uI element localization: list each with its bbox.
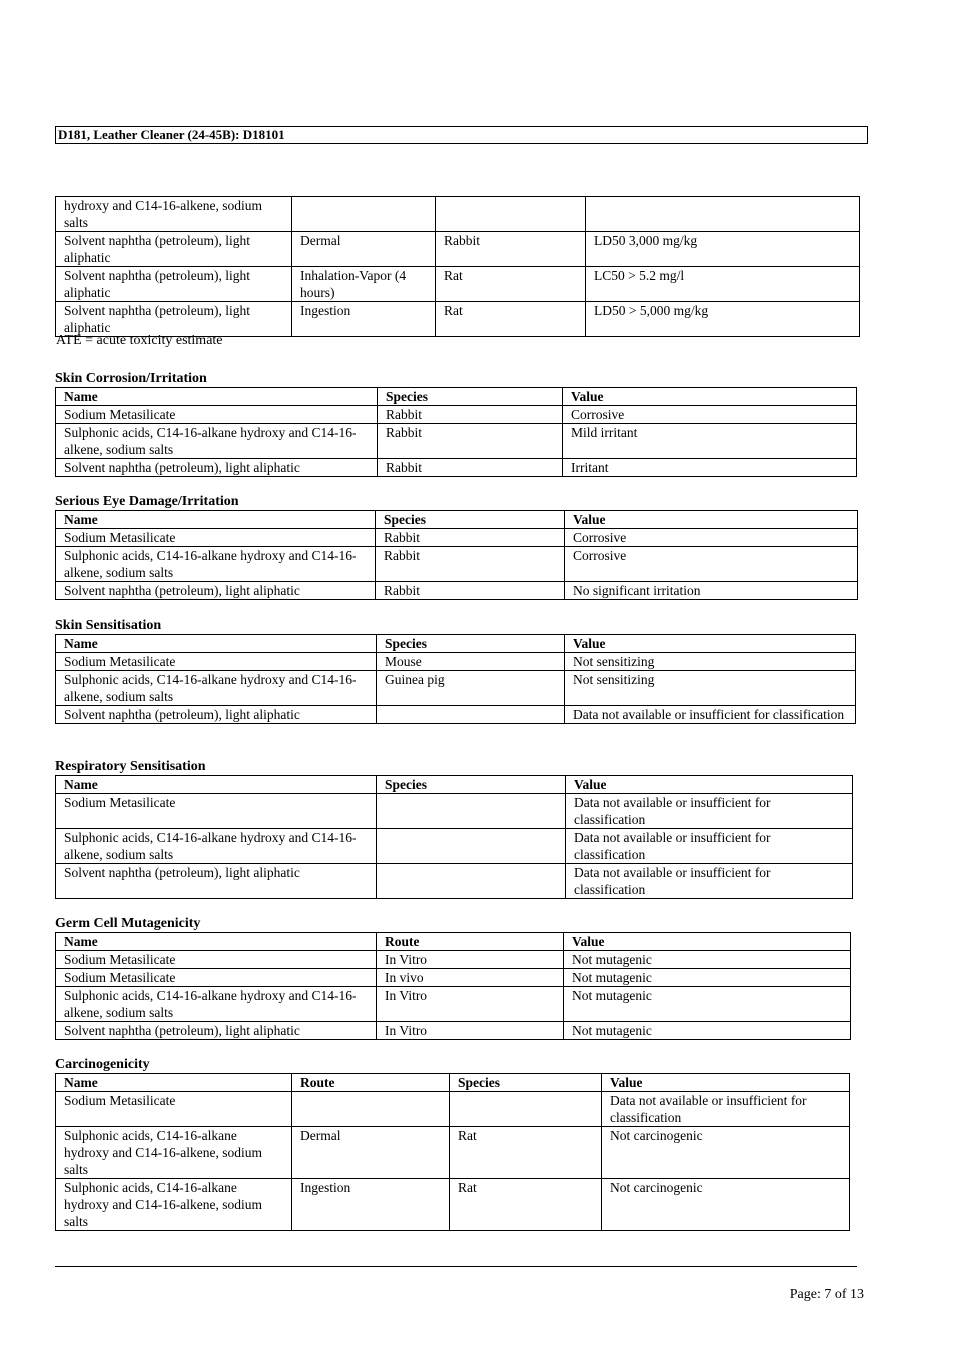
substance-name-cell: Sodium Metasilicate: [56, 1092, 292, 1127]
value-cell: Corrosive: [565, 547, 858, 582]
value-cell: Not carcinogenic: [602, 1127, 850, 1179]
species-cell: Rabbit: [436, 232, 586, 267]
column-header-name: Name: [56, 933, 377, 951]
substance-name-cell: Sodium Metasilicate: [56, 653, 377, 671]
column-header-name: Name: [56, 1074, 292, 1092]
table-header-row: [56, 933, 851, 951]
species-cell: [450, 1092, 602, 1127]
value-cell: Corrosive: [565, 529, 858, 547]
acute-toxicity-section: [55, 196, 860, 337]
section-title: Germ Cell Mutagenicity: [55, 916, 201, 931]
table-row: [56, 969, 851, 987]
species-cell: Rabbit: [376, 529, 565, 547]
column-header-value: Value: [563, 388, 857, 406]
skin-sensitisation-section: [55, 618, 856, 724]
value-cell: Data not available or insufficient for classification: [566, 864, 853, 899]
table-header-row: [56, 511, 858, 529]
section-title: Carcinogenicity: [55, 1057, 150, 1072]
substance-name-cell: Solvent naphtha (petroleum), light aliphatic: [56, 302, 292, 337]
substance-name-cell: Sodium Metasilicate: [56, 406, 378, 424]
carcinogenicity-table: [55, 1073, 850, 1231]
table-row: [56, 794, 853, 829]
species-cell: Rabbit: [378, 424, 563, 459]
table-row: [56, 267, 860, 302]
substance-name-cell: Solvent naphtha (petroleum), light aliphatic: [56, 582, 376, 600]
table-header-row: [56, 776, 853, 794]
table-row: [56, 529, 858, 547]
substance-name-cell: Sodium Metasilicate: [56, 529, 376, 547]
substance-name-cell: Solvent naphtha (petroleum), light aliphatic: [56, 706, 377, 724]
route-cell: In Vitro: [377, 987, 564, 1022]
column-header-name: Name: [56, 635, 377, 653]
route-cell: In Vitro: [377, 1022, 564, 1040]
column-header-species: Species: [377, 635, 565, 653]
value-cell: LC50 > 5.2 mg/l: [586, 267, 860, 302]
value-cell: LD50 > 5,000 mg/kg: [586, 302, 860, 337]
table-row: [56, 547, 858, 582]
substance-name-cell: Sulphonic acids, C14-16-alkane hydroxy and C14-16-alkene, sodium salts: [56, 547, 376, 582]
substance-name-cell: Solvent naphtha (petroleum), light aliphatic: [56, 267, 292, 302]
footer-divider: [55, 1266, 857, 1267]
skin-sensitisation-table: [55, 634, 856, 724]
species-cell: Rat: [436, 267, 586, 302]
column-header-route: Route: [377, 933, 564, 951]
column-header-name: Name: [56, 776, 377, 794]
carcinogenicity-section: [55, 1057, 850, 1231]
species-cell: [377, 829, 566, 864]
column-header-value: Value: [565, 511, 858, 529]
respiratory-sensitisation-table: [55, 775, 853, 899]
skin-corrosion-section: [55, 371, 857, 477]
column-header-value: Value: [565, 635, 856, 653]
table-row: [56, 951, 851, 969]
eye-damage-section: [55, 494, 858, 600]
table-row: [56, 302, 860, 337]
table-row: [56, 424, 857, 459]
table-row: [56, 829, 853, 864]
substance-name-cell: Sulphonic acids, C14-16-alkane hydroxy and C14-16-alkene, sodium salts: [56, 1179, 292, 1231]
table-row: [56, 1092, 850, 1127]
species-cell: [436, 197, 586, 232]
table-row: [56, 1179, 850, 1231]
substance-name-cell: Solvent naphtha (petroleum), light aliphatic: [56, 232, 292, 267]
table-header-row: [56, 635, 856, 653]
route-cell: [292, 1092, 450, 1127]
column-header-route: Route: [292, 1074, 450, 1092]
species-cell: [377, 864, 566, 899]
table-row: [56, 232, 860, 267]
table-row: [56, 706, 856, 724]
species-cell: Rabbit: [378, 406, 563, 424]
table-row: [56, 864, 853, 899]
column-header-value: Value: [566, 776, 853, 794]
route-cell: Ingestion: [292, 302, 436, 337]
section-title: Respiratory Sensitisation: [55, 759, 206, 774]
value-cell: Not carcinogenic: [602, 1179, 850, 1231]
substance-name-cell: Sodium Metasilicate: [56, 969, 377, 987]
value-cell: Not mutagenic: [564, 969, 851, 987]
value-cell: Data not available or insufficient for classification: [566, 794, 853, 829]
route-cell: Ingestion: [292, 1179, 450, 1231]
substance-name-cell: Sodium Metasilicate: [56, 951, 377, 969]
respiratory-sensitisation-section: [55, 759, 853, 899]
route-cell: In vivo: [377, 969, 564, 987]
species-cell: Rat: [450, 1127, 602, 1179]
route-cell: Inhalation-Vapor (4 hours): [292, 267, 436, 302]
value-cell: Mild irritant: [563, 424, 857, 459]
value-cell: [586, 197, 860, 232]
substance-name-cell: hydroxy and C14-16-alkene, sodium salts: [56, 197, 292, 232]
table-row: [56, 582, 858, 600]
value-cell: Irritant: [563, 459, 857, 477]
column-header-species: Species: [378, 388, 563, 406]
value-cell: Not mutagenic: [564, 1022, 851, 1040]
route-cell: Dermal: [292, 232, 436, 267]
table-row: [56, 653, 856, 671]
table-row: [56, 671, 856, 706]
species-cell: Rabbit: [376, 547, 565, 582]
column-header-name: Name: [56, 511, 376, 529]
column-header-species: Species: [377, 776, 566, 794]
species-cell: Rabbit: [378, 459, 563, 477]
document-header: D181, Leather Cleaner (24-45B): D18101: [55, 126, 868, 144]
route-cell: [292, 197, 436, 232]
substance-name-cell: Sodium Metasilicate: [56, 794, 377, 829]
column-header-value: Value: [602, 1074, 850, 1092]
table-row: [56, 987, 851, 1022]
species-cell: Rabbit: [376, 582, 565, 600]
value-cell: Data not available or insufficient for classification: [566, 829, 853, 864]
value-cell: Not mutagenic: [564, 951, 851, 969]
route-cell: Dermal: [292, 1127, 450, 1179]
section-title: Skin Corrosion/Irritation: [55, 371, 207, 386]
table-row: [56, 1022, 851, 1040]
table-row: [56, 459, 857, 477]
table-row: [56, 1127, 850, 1179]
germ-cell-section: [55, 916, 851, 1040]
value-cell: Not mutagenic: [564, 987, 851, 1022]
substance-name-cell: Sulphonic acids, C14-16-alkane hydroxy and C14-16-alkene, sodium salts: [56, 671, 377, 706]
species-cell: Guinea pig: [377, 671, 565, 706]
route-cell: In Vitro: [377, 951, 564, 969]
column-header-species: Species: [450, 1074, 602, 1092]
table-header-row: [56, 388, 857, 406]
page-number: Page: 7 of 13: [789, 1287, 864, 1302]
species-cell: Mouse: [377, 653, 565, 671]
substance-name-cell: Sulphonic acids, C14-16-alkane hydroxy and C14-16-alkene, sodium salts: [56, 424, 378, 459]
ate-note: ATE = acute toxicity estimate: [56, 333, 223, 348]
species-cell: Rat: [450, 1179, 602, 1231]
substance-name-cell: Solvent naphtha (petroleum), light aliphatic: [56, 459, 378, 477]
column-header-species: Species: [376, 511, 565, 529]
value-cell: Data not available or insufficient for classification: [565, 706, 856, 724]
acute-toxicity-table: [55, 196, 860, 337]
substance-name-cell: Solvent naphtha (petroleum), light aliphatic: [56, 864, 377, 899]
value-cell: Corrosive: [563, 406, 857, 424]
species-cell: [377, 706, 565, 724]
germ-cell-table: [55, 932, 851, 1040]
column-header-value: Value: [564, 933, 851, 951]
species-cell: [377, 794, 566, 829]
value-cell: Data not available or insufficient for classification: [602, 1092, 850, 1127]
eye-damage-table: [55, 510, 858, 600]
substance-name-cell: Sulphonic acids, C14-16-alkane hydroxy and C14-16-alkene, sodium salts: [56, 1127, 292, 1179]
value-cell: LD50 3,000 mg/kg: [586, 232, 860, 267]
table-row: [56, 406, 857, 424]
section-title: Skin Sensitisation: [55, 618, 162, 633]
substance-name-cell: Sulphonic acids, C14-16-alkane hydroxy and C14-16-alkene, sodium salts: [56, 987, 377, 1022]
table-header-row: [56, 1074, 850, 1092]
value-cell: Not sensitizing: [565, 653, 856, 671]
skin-corrosion-table: [55, 387, 857, 477]
table-row: [56, 197, 860, 232]
column-header-name: Name: [56, 388, 378, 406]
value-cell: Not sensitizing: [565, 671, 856, 706]
value-cell: No significant irritation: [565, 582, 858, 600]
substance-name-cell: Sulphonic acids, C14-16-alkane hydroxy and C14-16-alkene, sodium salts: [56, 829, 377, 864]
substance-name-cell: Solvent naphtha (petroleum), light aliphatic: [56, 1022, 377, 1040]
section-title: Serious Eye Damage/Irritation: [55, 494, 239, 509]
species-cell: Rat: [436, 302, 586, 337]
